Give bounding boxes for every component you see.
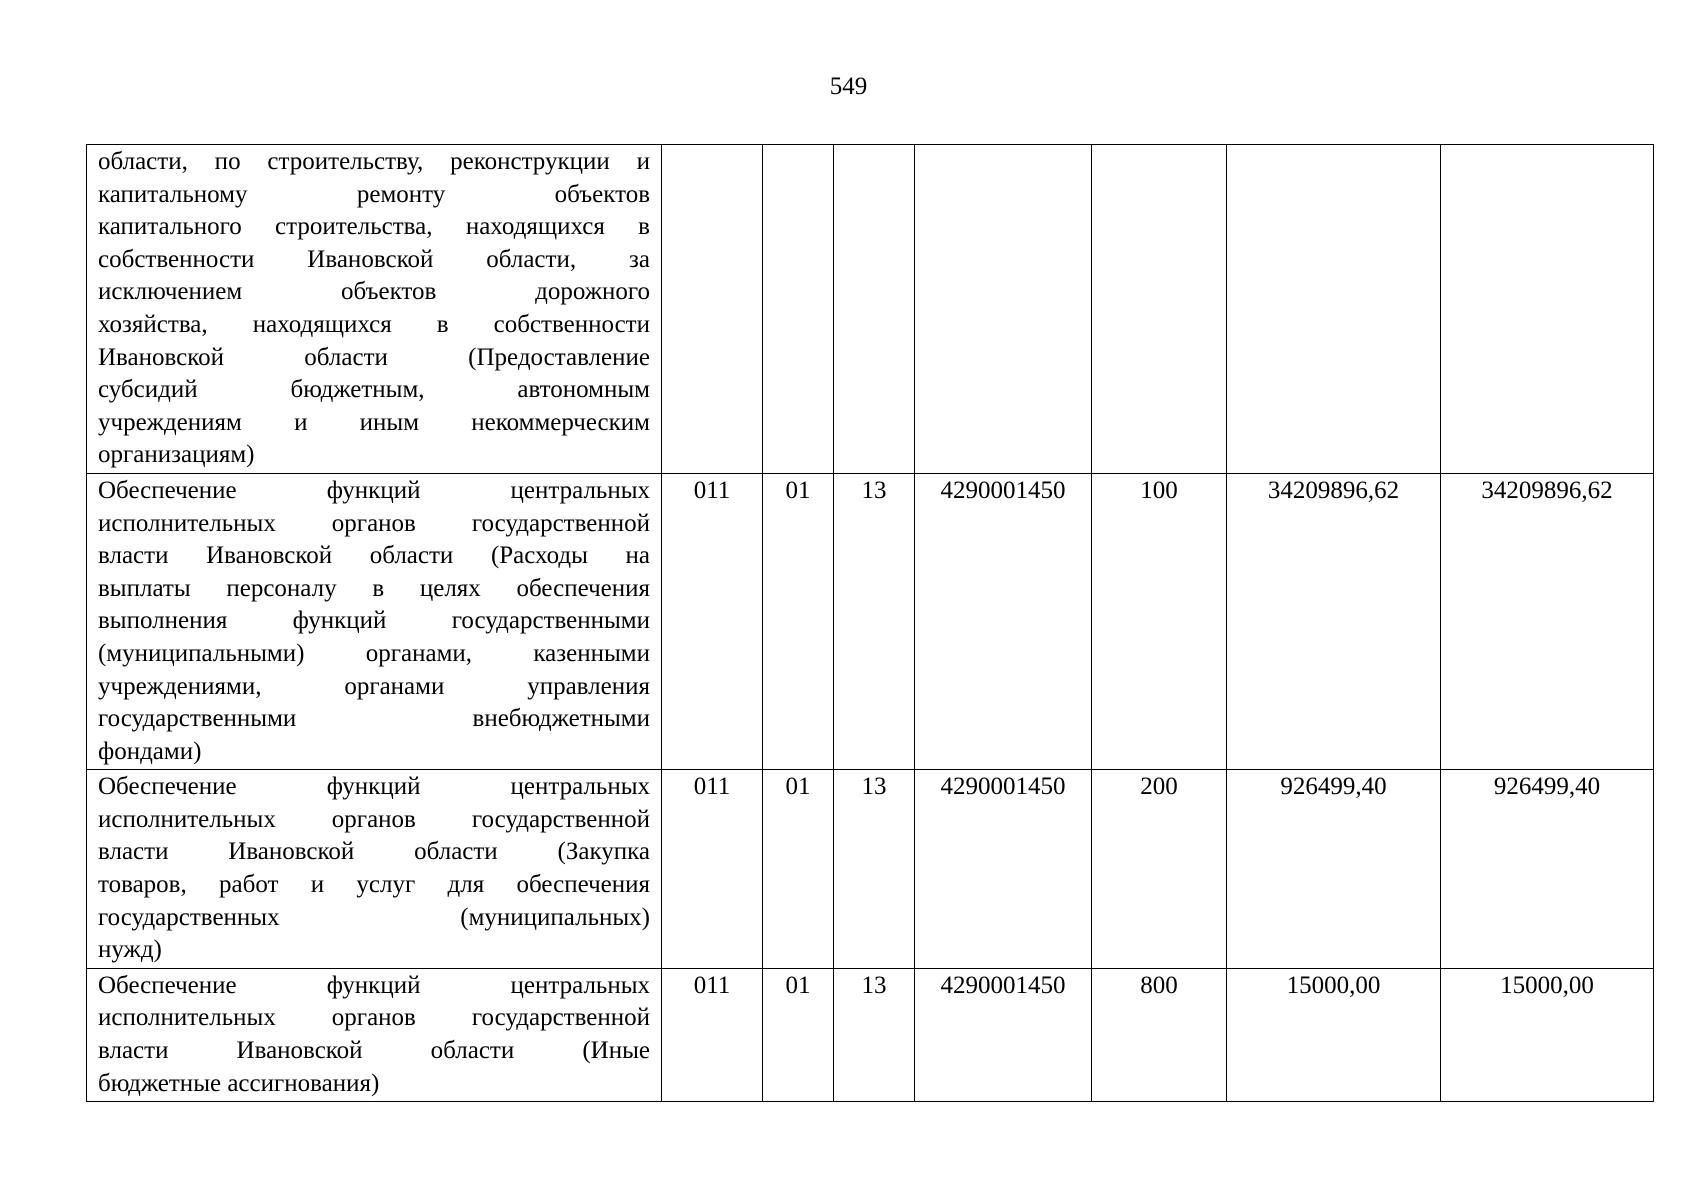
description-line: Обеспечение функций центральных: [98, 476, 650, 504]
description-cell: [87, 473, 662, 769]
subsection-code-cell: 13: [834, 473, 915, 769]
description-line: Обеспечение функций центральных: [98, 971, 650, 999]
description-line: выплаты персоналу в целях обеспечения: [98, 574, 650, 602]
subsection-code-cell: 13: [834, 968, 915, 1101]
section-code-cell: [763, 145, 834, 474]
amount-year1-cell: 34209896,62: [1227, 473, 1441, 769]
table-row: [87, 145, 1654, 474]
description-line: учреждениям и иным некоммерческим: [98, 408, 650, 436]
amount-year2-cell: 34209896,62: [1441, 473, 1654, 769]
description-line: бюджетные ассигнования): [98, 1069, 380, 1097]
amount-year1-cell: [1227, 145, 1441, 474]
description-line: государственными внебюджетными: [98, 705, 650, 733]
ministry-code-cell: 011: [662, 968, 763, 1101]
expense-type-cell: 200: [1092, 770, 1227, 969]
description-cell: [87, 145, 662, 474]
description-line: власти Ивановской области (Расходы на: [98, 542, 650, 570]
expense-type-cell: 800: [1092, 968, 1227, 1101]
table-row: [87, 770, 1654, 969]
target-article-cell: 4290001450: [915, 968, 1092, 1101]
amount-year1-cell: 926499,40: [1227, 770, 1441, 969]
description-line: Ивановской области (Предоставление: [98, 343, 650, 371]
description-line: власти Ивановской области (Иные: [98, 1037, 650, 1065]
description-line: (муниципальными) органами, казенными: [98, 639, 650, 667]
description-line: капитального строительства, находящихся в: [98, 213, 650, 241]
description-cell: [87, 770, 662, 969]
section-code-cell: 01: [763, 770, 834, 969]
table-row: [87, 473, 1654, 769]
description-line: капитальному ремонту объектов: [98, 180, 650, 208]
ministry-code-cell: 011: [662, 770, 763, 969]
description-line: исключением объектов дорожного: [98, 278, 650, 306]
description-line: нужд): [98, 936, 162, 964]
expense-type-cell: [1092, 145, 1227, 474]
target-article-cell: 4290001450: [915, 770, 1092, 969]
amount-year2-cell: 926499,40: [1441, 770, 1654, 969]
amount-year1-cell: 15000,00: [1227, 968, 1441, 1101]
description-line: исполнительных органов государственной: [98, 1004, 650, 1032]
section-code-cell: 01: [763, 968, 834, 1101]
table-row: [87, 968, 1654, 1101]
target-article-cell: [915, 145, 1092, 474]
description-line: хозяйства, находящихся в собственности: [98, 310, 650, 338]
amount-year2-cell: 15000,00: [1441, 968, 1654, 1101]
description-line: собственности Ивановской области, за: [98, 245, 650, 273]
description-line: государственных (муниципальных): [98, 903, 650, 931]
section-code-cell: 01: [763, 473, 834, 769]
description-line: выполнения функций государственными: [98, 607, 650, 635]
table-body: [87, 145, 1654, 1102]
ministry-code-cell: 011: [662, 473, 763, 769]
description-line: учреждениями, органами управления: [98, 672, 650, 700]
description-line: области, по строительству, реконструкции и: [98, 148, 650, 175]
description-cell: [87, 968, 662, 1101]
amount-year2-cell: [1441, 145, 1654, 474]
page-number: 549: [829, 73, 868, 100]
expense-type-cell: 100: [1092, 473, 1227, 769]
description-line: фондами): [98, 737, 202, 765]
budget-table: [86, 144, 1654, 1102]
description-line: субсидий бюджетным, автономным: [98, 376, 650, 404]
description-line: организациям): [98, 441, 255, 469]
subsection-code-cell: 13: [834, 770, 915, 969]
description-line: Обеспечение функций центральных: [98, 773, 650, 801]
description-line: исполнительных органов государственной: [98, 805, 650, 833]
subsection-code-cell: [834, 145, 915, 474]
description-line: товаров, работ и услуг для обеспечения: [98, 871, 650, 899]
description-line: власти Ивановской области (Закупка: [98, 838, 650, 866]
ministry-code-cell: [662, 145, 763, 474]
description-line: исполнительных органов государственной: [98, 509, 650, 537]
target-article-cell: 4290001450: [915, 473, 1092, 769]
